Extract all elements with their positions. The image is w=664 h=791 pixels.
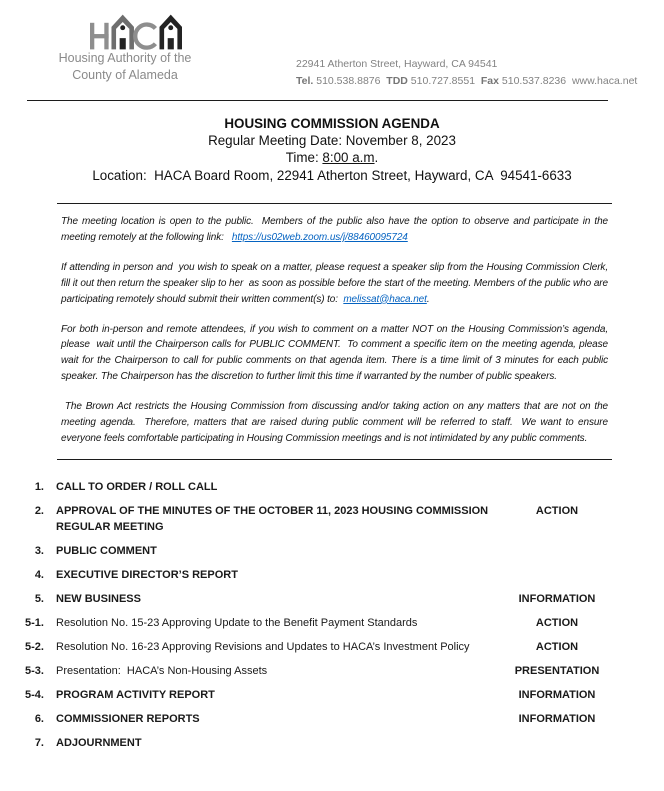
fax-value: 510.537.8236 bbox=[498, 75, 572, 87]
agenda-item-number: 4. bbox=[34, 569, 44, 581]
agenda-item-action-label: ACTION bbox=[535, 641, 579, 653]
time-prefix: Time: bbox=[285, 150, 323, 166]
agenda-item-row bbox=[0, 735, 664, 751]
agenda-item-row bbox=[0, 503, 664, 535]
agenda-item-action-label: PRESENTATION bbox=[514, 665, 600, 677]
time-value: 8:00 a.m bbox=[322, 150, 375, 166]
agenda-item-number: 5-1. bbox=[25, 617, 44, 629]
agenda-item-number: 2. bbox=[34, 505, 44, 517]
notice-paragraph-4: The Brown Act restricts the Housing Commission from discussing and/or taking action on any matters that are not on the meeting agenda. Therefore, matters that are raised during public comment will be referred to staff. We want to ensure everyone feels comfortable participating in Housing Commission meetings and is not intimidated by any public comments. bbox=[61, 401, 611, 444]
agenda-item-title: COMMISSIONER REPORTS bbox=[56, 713, 200, 725]
agenda-item-action-label: ACTION bbox=[535, 617, 579, 629]
agenda-item-title: CALL TO ORDER / ROLL CALL bbox=[56, 481, 218, 493]
agenda-item-row bbox=[0, 543, 664, 559]
page-title: HOUSING COMMISSION AGENDA bbox=[224, 116, 440, 131]
website-text: www.haca.net bbox=[571, 75, 638, 87]
logo-caption bbox=[30, 50, 220, 84]
notice-p2-suffix: . bbox=[426, 293, 430, 305]
contact-line bbox=[296, 73, 637, 90]
header-divider bbox=[27, 100, 608, 101]
fax-label: Fax bbox=[480, 75, 499, 87]
title-block bbox=[0, 115, 664, 184]
agenda-item-row bbox=[0, 711, 664, 727]
agenda-item-row bbox=[0, 639, 664, 655]
meeting-location-line: Location: HACA Board Room, 22941 Atherton Street, Hayward, CA 94541-6633 bbox=[92, 167, 572, 183]
meeting-time-line bbox=[0, 149, 664, 166]
notice-paragraph-1 bbox=[61, 214, 611, 246]
haca-logo-icon bbox=[90, 13, 182, 51]
clerk-email-link[interactable]: melissat@haca.net bbox=[343, 293, 427, 305]
agenda-item-title: Resolution No. 16-23 Approving Revisions and Updates to HACA’s Investment Policy bbox=[56, 641, 470, 653]
agenda-item-number: 3. bbox=[34, 545, 44, 557]
time-suffix: . bbox=[374, 150, 379, 166]
agenda-item-row bbox=[0, 591, 664, 607]
agenda-item-title: PUBLIC COMMENT bbox=[56, 545, 157, 557]
meeting-date-line: Regular Meeting Date: November 8, 2023 bbox=[208, 133, 456, 149]
agenda-item-number: 6. bbox=[34, 713, 44, 725]
agenda-list bbox=[0, 479, 664, 759]
agenda-item-title: Resolution No. 15-23 Approving Update to the Benefit Payment Standards bbox=[56, 617, 418, 629]
agenda-item-row bbox=[0, 615, 664, 631]
tdd-value: 510.727.8551 bbox=[407, 75, 481, 87]
agenda-item-action-label: INFORMATION bbox=[518, 689, 596, 701]
tel-label: Tel. bbox=[296, 75, 314, 87]
tel-value: 510.538.8876 bbox=[313, 75, 387, 87]
logo-house-a2 bbox=[160, 15, 182, 50]
agenda-item-number: 5. bbox=[34, 593, 44, 605]
logo-house-a1 bbox=[111, 15, 133, 50]
agenda-item-number: 5-2. bbox=[25, 641, 44, 653]
agenda-item-title: ADJOURNMENT bbox=[56, 737, 142, 749]
agenda-item-title: PROGRAM ACTIVITY REPORT bbox=[56, 689, 215, 701]
agenda-item-row bbox=[0, 687, 664, 703]
agenda-item-action-label: ACTION bbox=[535, 505, 579, 517]
address-line: 22941 Atherton Street, Hayward, CA 94541 bbox=[296, 58, 498, 70]
agenda-item-title: Presentation: HACA’s Non-Housing Assets bbox=[56, 665, 268, 677]
agenda-item-number: 5-4. bbox=[25, 689, 44, 701]
agenda-item-row bbox=[0, 479, 664, 495]
agenda-item-action-label: INFORMATION bbox=[518, 713, 596, 725]
agenda-item-title: NEW BUSINESS bbox=[56, 593, 141, 605]
agenda-item-row bbox=[0, 663, 664, 679]
notice-paragraph-2 bbox=[61, 260, 611, 308]
logo-letter-c bbox=[135, 25, 155, 48]
address-block bbox=[296, 56, 637, 90]
agenda-item-number: 5-3. bbox=[25, 665, 44, 677]
zoom-meeting-link[interactable]: https://us02web.zoom.us/j/88460095724 bbox=[231, 231, 408, 243]
agenda-item-title: APPROVAL OF THE MINUTES OF THE OCTOBER 11, 2023 HOUSING COMMISSION REGULAR MEETING bbox=[56, 505, 492, 533]
logo-caption-line1: Housing Authority of the bbox=[58, 51, 192, 65]
logo-caption-line2: County of Alameda bbox=[72, 68, 178, 82]
logo-letter-h bbox=[90, 23, 109, 50]
notice-p2-text: If attending in person and you wish to speak on a matter, please request a speaker slip from the Housing Commission Clerk, fill it out then return the speaker slip to her as soon as possible before the start of the meeting. Members of the public who are participating remotely should submit their written comment(s) to: bbox=[61, 261, 611, 305]
agenda-item-action-label: INFORMATION bbox=[518, 593, 596, 605]
agenda-item-row bbox=[0, 567, 664, 583]
public-notice-box bbox=[57, 203, 612, 460]
tdd-label: TDD bbox=[386, 75, 408, 87]
notice-paragraph-3: For both in-person and remote attendees, if you wish to comment on a matter NOT on the Housing Commission’s agenda, please wait until the Chairperson calls for PUBLIC COMMENT. To comment a specific item on the meeting agenda, please wait for the Chairperson to call for public comments on that agenda item. There is a time limit of 3 minutes for each public speaker. The Chairperson has the discretion to further limit this time if warranted by the number of public speakers. bbox=[61, 323, 611, 383]
agenda-item-number: 1. bbox=[34, 481, 44, 493]
agenda-item-number: 7. bbox=[34, 737, 44, 749]
agenda-item-title: EXECUTIVE DIRECTOR’S REPORT bbox=[56, 569, 238, 581]
notice-p1-text: The meeting location is open to the public. Members of the public also have the option to observe and participate in the meeting remotely at the following link: bbox=[61, 216, 611, 243]
